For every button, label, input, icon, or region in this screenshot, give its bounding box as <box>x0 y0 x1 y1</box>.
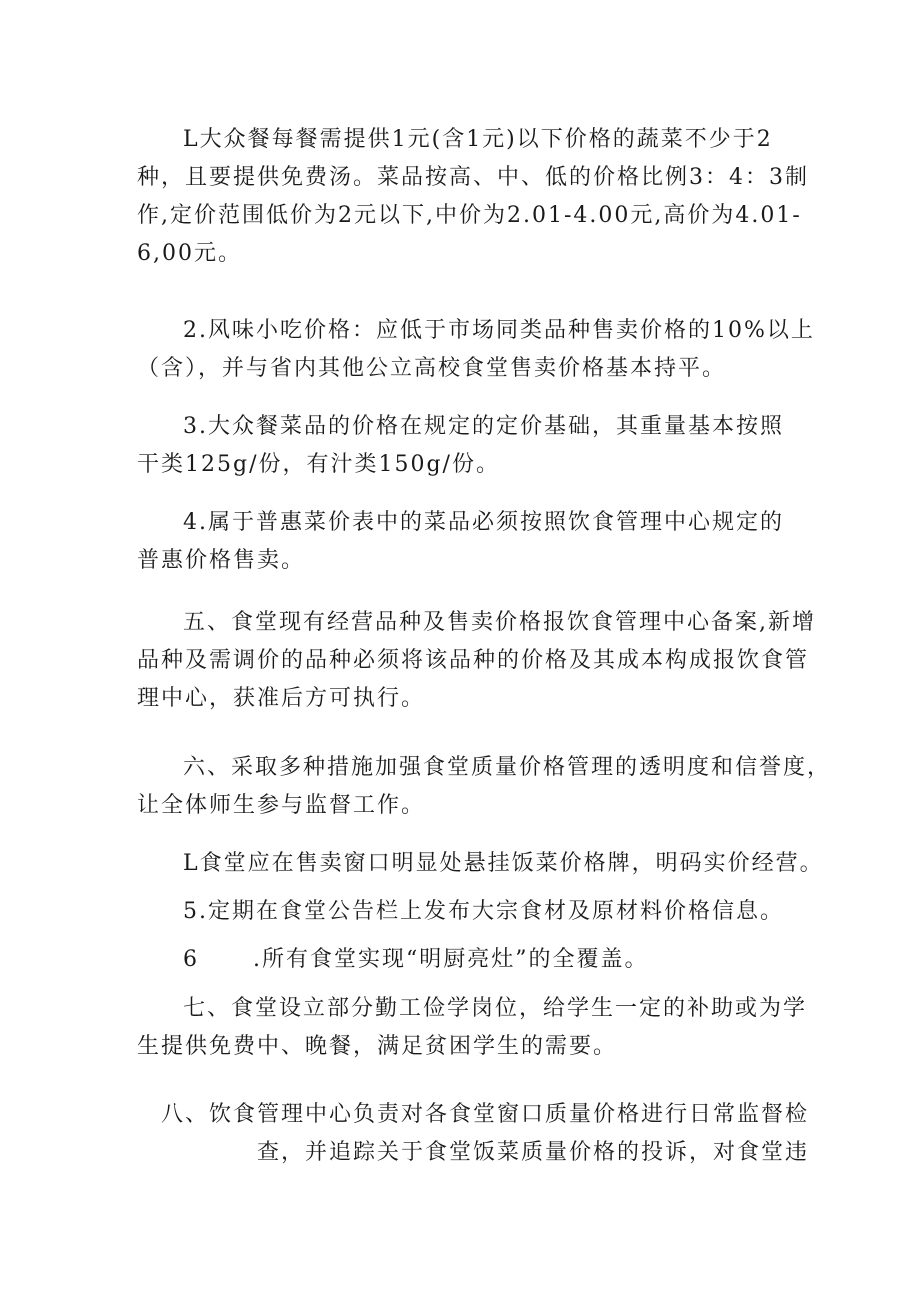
paragraph-subsidized-dishes <box>137 504 802 580</box>
text-line: 作,定价范围低价为2元以下,中价为2.01-4.00元,高价为4.01- <box>137 203 802 228</box>
text-line: 5.定期在食堂公告栏上发布大宗食材及原材料价格信息。 <box>183 899 784 924</box>
paragraph-section-eight <box>161 1096 826 1172</box>
text-line: 六、采取多种措施加强食堂质量价格管理的透明度和信誉度， <box>183 755 832 780</box>
text-line: （含），并与省内其他公立高校食堂售卖价格基本持平。 <box>137 356 727 381</box>
text-line: 普惠价格售卖。 <box>137 548 306 573</box>
text-line: 6,00元。 <box>137 241 242 266</box>
text-line: L大众餐每餐需提供1元(含1元)以下价格的蔬菜不少于2 <box>183 127 773 152</box>
text-line: 2.风味小吃价格：应低于市场同类品种售卖价格的10%以上 <box>183 318 815 343</box>
text-line: 理中心，获准后方可执行。 <box>137 686 426 711</box>
paragraph-section-seven <box>137 990 808 1066</box>
paragraph-bulletin <box>137 893 802 931</box>
text-line: 生提供免费中、晚餐，满足贫困学生的需要。 <box>137 1034 618 1059</box>
text-line: 3.大众餐菜品的价格在规定的定价基础，其重量基本按照 <box>183 414 784 439</box>
text-line: 6 .所有食堂实现“明厨亮灶”的全覆盖。 <box>183 947 649 972</box>
text-line: 品种及需调价的品种必须将该品种的价格及其成本构成报饮食管 <box>137 648 810 673</box>
text-line: 种，且要提供免费汤。菜品按高、中、低的价格比例3：4：3制 <box>137 165 809 190</box>
text-line: L食堂应在售卖窗口明显处悬挂饭菜价格牌，明码实价经营。 <box>183 851 824 876</box>
text-line: 4.属于普惠菜价表中的菜品必须按照饮食管理中心规定的 <box>183 510 784 535</box>
paragraph-open-kitchen <box>137 941 802 979</box>
text-line: 干类125g/份，有汁类150g/份。 <box>137 452 500 477</box>
text-line: 让全体师生参与监督工作。 <box>137 793 426 818</box>
text-line: 查，并追踪关于食堂饭菜质量价格的投诉，对食堂违 <box>257 1140 810 1165</box>
paragraph-section-five <box>137 604 816 718</box>
paragraph-price-board <box>137 845 824 883</box>
text-line: 七、食堂设立部分勤工俭学岗位，给学生一定的补助或为学 <box>183 996 808 1021</box>
text-line: 八、饮食管理中心负责对各食堂窗口质量价格进行日常监督检 <box>161 1102 810 1127</box>
paragraph-meal-vegetable-pricing <box>137 121 809 273</box>
text-line: 五、食堂现有经营品种及售卖价格报饮食管理中心备案,新增 <box>183 610 816 635</box>
paragraph-snack-pricing <box>137 312 815 388</box>
paragraph-section-six <box>137 749 832 825</box>
paragraph-dish-weight <box>137 408 802 484</box>
